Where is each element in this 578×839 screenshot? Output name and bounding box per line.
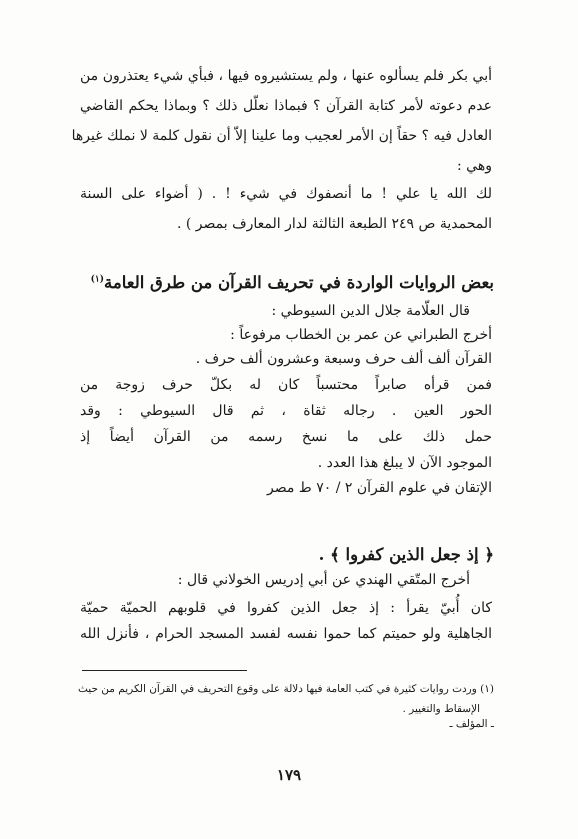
footnote-divider: [82, 670, 247, 671]
footnote-line: (١) وردت روايات كثيرة في كتب العامة فيها دلالة على وقوع التحريف في القرآن الكريم من حيث: [78, 683, 494, 695]
text-line: الموجود الآن لا يبلغ هذا العدد .: [317, 455, 492, 471]
footnote-marker: (١): [90, 274, 105, 285]
text-line: فمن قرأه صابراً محتسباً كان له بكلّ حرف زوجة من: [80, 377, 492, 393]
footnote-line: الإسقاط والتغيير .: [402, 703, 480, 715]
text-line: الحور العين . رجاله ثقاة ، ثم قال السيوطي : وقد: [80, 403, 492, 419]
heading-text: بعض الروايات الواردة في تحريف القرآن من طرق العامة: [104, 273, 494, 292]
text-line: العادل فيه ؟ حقاً إن الأمر لعجيب وما علينا إلاّ أن نقول كلمة لا نملك غيرها: [71, 128, 492, 144]
text-line: كان أُبيّ يقرأ : إذ جعل الذين كفروا في قلوبهم الحميّة حميّة: [80, 600, 492, 616]
verse-heading: ﴿ إذ جعل الذين كفروا ﴾ .: [318, 545, 494, 564]
text-line: لك الله يا علي ! ما أنصفوك في شيء ! . ( أضواء على السنة: [80, 186, 492, 202]
text-line: القرآن ألف ألف حرف وسبعة وعشرون ألف حرف .: [195, 351, 492, 367]
text-line: قال العلّامة جلال الدين السيوطي :: [271, 303, 470, 319]
text-line: المحمدية ص ٢٤٩ الطبعة الثالثة لدار المعارف بمصر ) .: [176, 216, 492, 232]
text-line: حمل ذلك على ما نسخ رسمه من القرآن أيضاً إذ: [80, 429, 492, 445]
text-line: أخرج الطبراني عن عمر بن الخطاب مرفوعاً :: [230, 327, 492, 343]
footnote-author: ـ المؤلف ـ: [449, 718, 494, 730]
section-heading: [80, 273, 494, 292]
source-reference: الإتقان في علوم القرآن ٢ / ٧٠ ط مصر: [266, 480, 492, 496]
text-line: عدم دعوته لأمر كتابة القرآن ؟ فبماذا نعلّل ذلك ؟ وبماذا يحكم القاضي: [80, 98, 492, 114]
text-line: أبي بكر فلم يسألوه عنها ، ولم يستشيروه فيها ، فبأي شيء يعتذرون من: [80, 68, 492, 84]
text-line: أخرج المتّقي الهندي عن أبي إدريس الخولاني قال :: [177, 572, 470, 588]
text-line: الجاهلية ولو حميتم كما حموا نفسه لفسد المسجد الحرام ، فأنزل الله: [80, 626, 492, 642]
page-number: ١٧٩: [276, 766, 302, 784]
text-line: وهي :: [457, 158, 492, 174]
